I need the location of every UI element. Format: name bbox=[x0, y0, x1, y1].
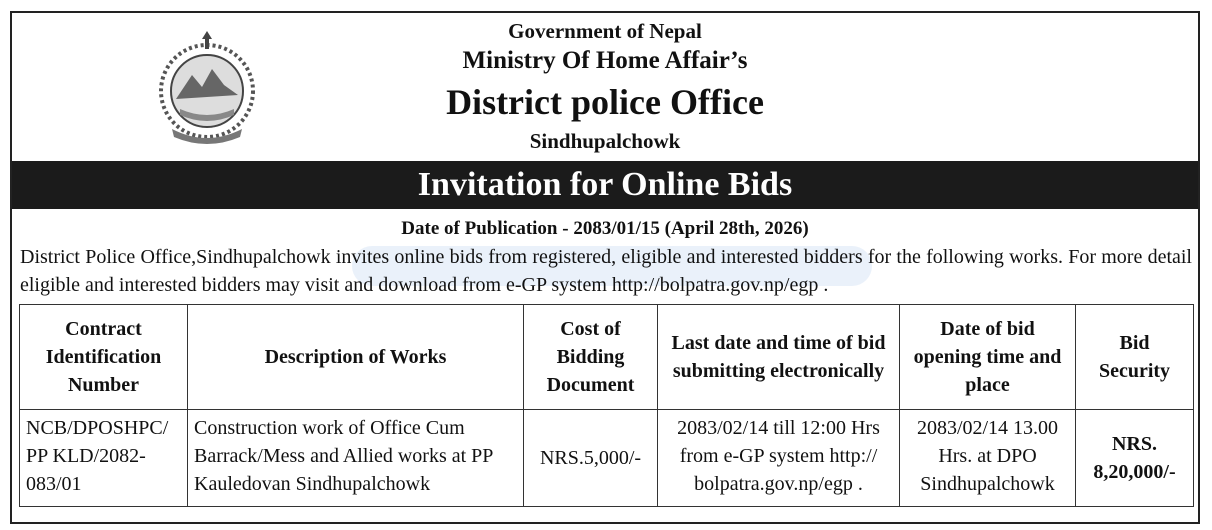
cell-last-date: 2083/02/14 till 12:00 Hrs from e-GP system http:// bolpatra.gov.np/egp . bbox=[658, 410, 900, 507]
header-ministry: Ministry Of Home Affair’s bbox=[462, 47, 748, 74]
header-contract-id: Contract Identification Number bbox=[20, 305, 188, 410]
notice-frame bbox=[10, 11, 1200, 524]
table-header-row bbox=[20, 305, 1194, 410]
cell-contract-id: NCB/DPOSHPC/ PP KLD/2082-083/01 bbox=[20, 410, 188, 507]
notice-header bbox=[12, 13, 1198, 161]
publication-date: Date of Publication - 2083/01/15 (April 28th, 2026) bbox=[401, 218, 809, 239]
bids-table bbox=[19, 304, 1194, 507]
header-cost: Cost of Bidding Document bbox=[524, 305, 658, 410]
header-security: Bid Security bbox=[1076, 305, 1194, 410]
header-description: Description of Works bbox=[188, 305, 524, 410]
header-opening: Date of bid opening time and place bbox=[900, 305, 1076, 410]
intro-paragraph: District Police Office,Sindhupalchowk invites online bids from registered, eligible and interested bidders for the following works. For more detail eligible and interested bidders may visit and download from e-GP system http://bolpatra.gov.np/egp . bbox=[20, 246, 1192, 296]
header-government: Government of Nepal bbox=[508, 19, 702, 43]
notice-title-banner: Invitation for Online Bids bbox=[12, 161, 1198, 209]
cell-security: NRS. 8,20,000/- bbox=[1076, 410, 1194, 507]
header-district: Sindhupalchowk bbox=[529, 129, 681, 153]
table-row bbox=[20, 410, 1194, 507]
header-last-date: Last date and time of bid submitting electronically bbox=[658, 305, 900, 410]
header-office: District police Office bbox=[446, 82, 764, 122]
cell-cost: NRS.5,000/- bbox=[524, 410, 658, 507]
cell-description: Construction work of Office Cum Barrack/Mess and Allied works at PP Kauledovan Sindhupalchowk bbox=[188, 410, 524, 507]
cell-opening: 2083/02/14 13.00 Hrs. at DPO Sindhupalchowk bbox=[900, 410, 1076, 507]
